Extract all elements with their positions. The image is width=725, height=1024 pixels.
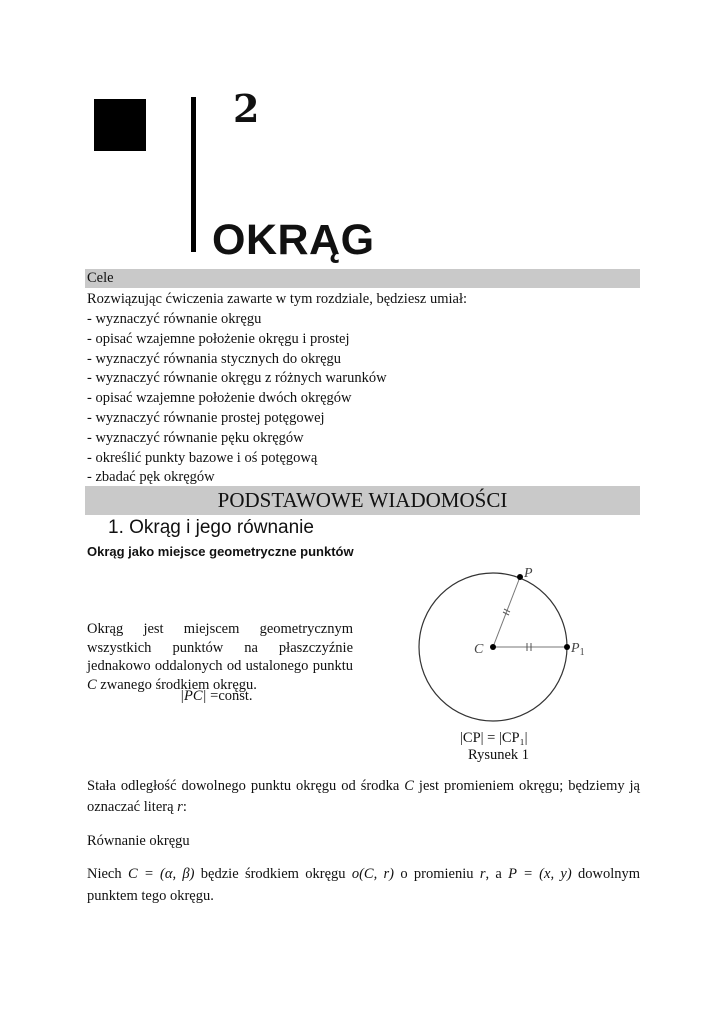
point-p [517,574,523,580]
section-subsubheading: Okrąg jako miejsce geometryczne punktów [87,544,354,559]
list-item: - wyznaczyć równanie prostej potęgowej [87,409,325,426]
definition-formula: |PC| =const. [180,688,253,704]
list-item: - wyznaczyć równanie okręgu z różnych warunków [87,370,387,387]
label-p: P [524,566,533,581]
symbol-c: C [87,676,97,693]
equation-paragraph: Niech C = (α, β) będzie środkiem okręgu o(C, r) o promieniu r, a P = (x, y) dowolnym punktem tego okręgu. [87,866,641,904]
label-p1: $P_1$ [571,641,585,658]
equation-heading: Równanie okręgu [87,833,190,849]
definition-text: Okrąg jest miejscem geometrycznym wszystkich punktów na płaszczyźnie jednakowo oddalonych od ustalonego punktu C zwanego środkiem okręgu. [87,621,353,693]
goals-label: Cele [87,270,114,286]
point-c [490,644,496,650]
goals-list [87,310,387,488]
chapter-square-mark [94,99,146,151]
goals-header-bar [85,269,640,288]
list-item: - opisać wzajemne położenie dwóch okręgów [87,390,352,407]
radius-paragraph: Stała odległość dowolnego punktu okręgu od środka C jest promieniem okręgu; będziemy ją oznaczać literą r: [87,778,640,815]
circle-figure [410,565,600,725]
list-item: - wyznaczyć równanie okręgu [87,311,262,327]
chapter-vertical-rule [191,97,196,252]
figure-caption: Rysunek 1 [468,747,530,763]
section-title: PODSTAWOWE WIADOMOŚCI [217,488,508,512]
point-p1 [564,644,570,650]
label-c: C [474,642,484,657]
list-item: - zbadać pęk okręgów [87,469,215,486]
list-item: - opisać wzajemne położenie okręgu i prostej [87,330,350,347]
list-item: - wyznaczyć równanie pęku okręgów [87,429,304,446]
goals-intro: Rozwiązując ćwiczenia zawarte w tym rozdziale, będziesz umiał: [87,291,468,307]
list-item: - określić punkty bazowe i oś potęgową [87,449,318,466]
radius-cp [493,577,520,647]
list-item: - wyznaczyć równania stycznych do okręgu [87,350,342,367]
chapter-number: 2 [233,86,260,131]
figure-formula: |CP| = |CP₁| [460,730,528,746]
section-subheading: 1. Okrąg i jego równanie [108,517,314,538]
chapter-title: OKRĄG [212,216,375,264]
